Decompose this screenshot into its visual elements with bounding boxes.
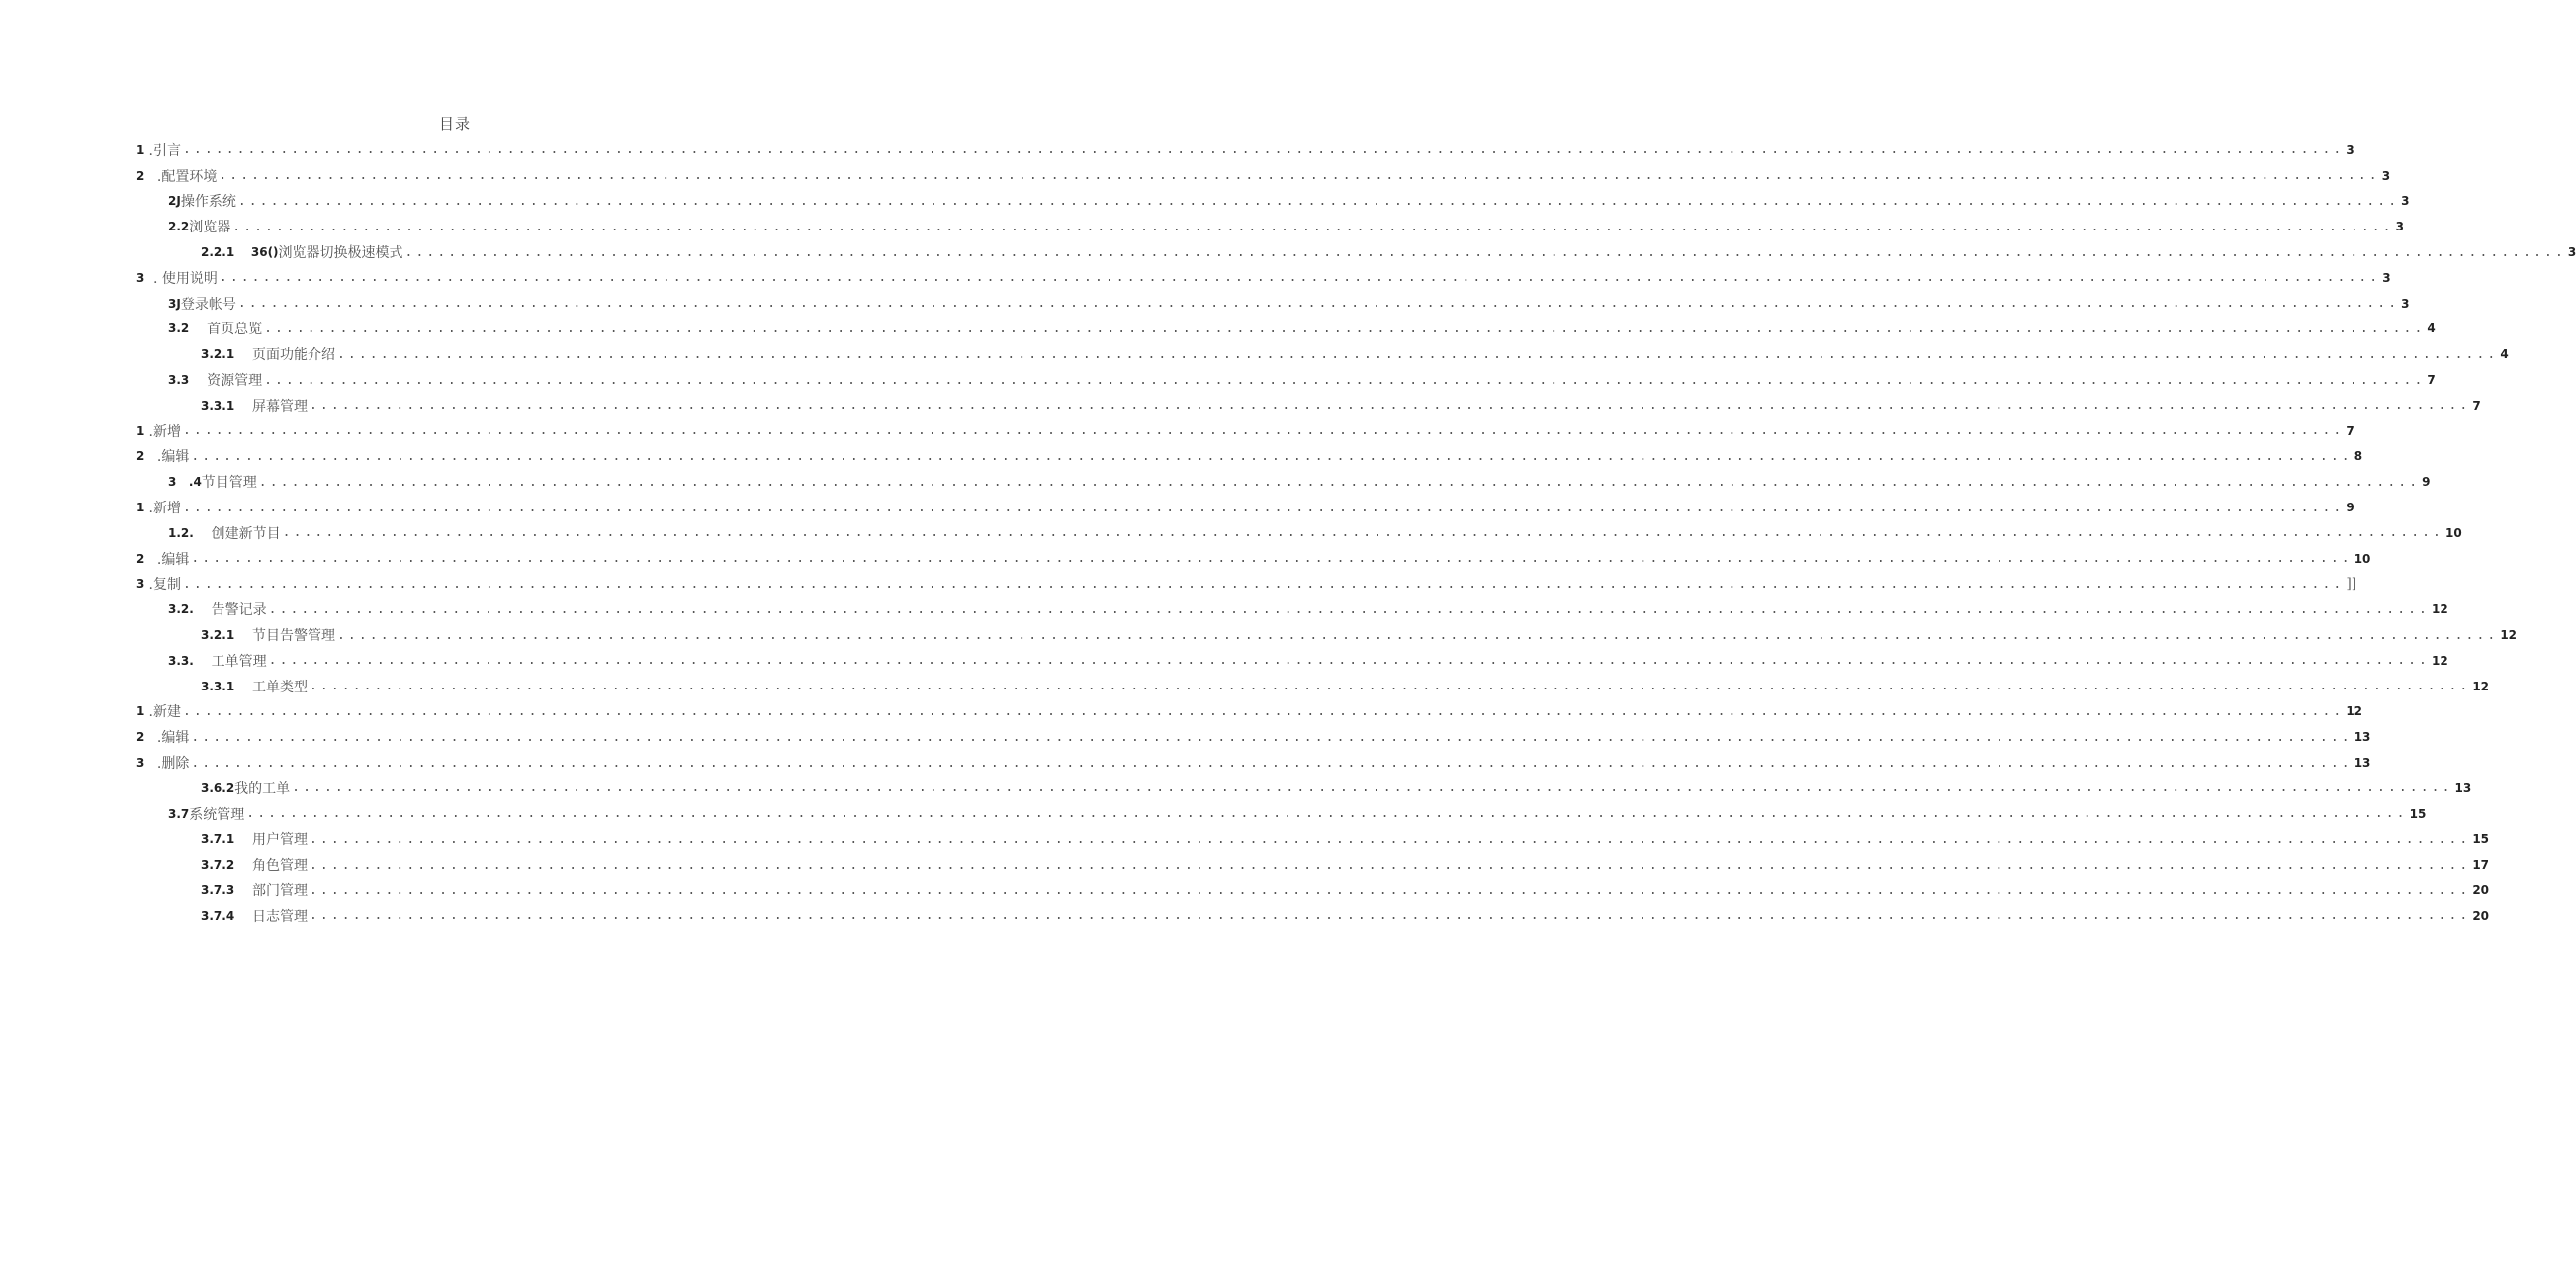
toc-leader-dots: ........................................................................................................................................................................................................: [258, 474, 2421, 490]
toc-entry-title: 登录帐号: [180, 296, 236, 313]
toc-entry-title: 操作系统: [180, 194, 236, 211]
toc-entry-page: 13: [2454, 781, 2472, 795]
toc-entry[interactable]: [0, 622, 2518, 648]
toc-leader-dots: ........................................................................................................................................................................................................: [309, 679, 2471, 694]
toc-entry-number: 3: [136, 270, 149, 285]
toc-entry-title: 工单管理: [193, 653, 267, 670]
toc-entry[interactable]: [0, 546, 2371, 572]
toc-entry-page: 13: [2354, 756, 2371, 771]
toc-entry-title: .复制: [148, 577, 181, 594]
toc-entry-page: 12: [2431, 602, 2448, 617]
toc-entry-page: ]]: [2346, 576, 2357, 593]
toc-leader-dots: ........................................................................................................................................................................................................: [309, 857, 2471, 873]
toc-leader-dots: ........................................................................................................................................................................................................: [237, 193, 2400, 209]
toc-entry-title: 页面功能介绍: [234, 347, 335, 364]
toc-entry-title: . 使用说明: [148, 270, 218, 287]
toc-entry-title: 浏览器切换极速模式: [278, 245, 403, 262]
toc-leader-dots: ........................................................................................................................................................................................................: [182, 703, 2345, 719]
toc-entry-number: 1: [136, 704, 149, 719]
toc-leader-dots: ........................................................................................................................................................................................................: [404, 244, 2566, 260]
toc-entry-title: 日志管理: [234, 908, 308, 925]
toc-entry-page: 20: [2472, 883, 2490, 897]
toc-leader-dots: ........................................................................................................................................................................................................: [182, 500, 2345, 515]
toc-entry-page: 3: [2395, 220, 2404, 234]
toc-leader-dots: ........................................................................................................................................................................................................: [309, 908, 2471, 924]
toc-leader-dots: ........................................................................................................................................................................................................: [309, 398, 2471, 414]
toc-leader-dots: ........................................................................................................................................................................................................: [336, 346, 2499, 362]
toc-leader-dots: ........................................................................................................................................................................................................: [182, 142, 2345, 158]
toc-entry[interactable]: [0, 469, 2431, 495]
toc-entry-number: 3.3: [168, 373, 190, 388]
toc-leader-dots: ........................................................................................................................................................................................................: [191, 551, 2353, 567]
toc-entry-number: 3.2.: [168, 602, 194, 617]
toc-entry-page: 12: [2431, 653, 2448, 668]
toc-entry-title: 系统管理: [189, 806, 245, 823]
toc-entry-number: 1: [136, 423, 149, 438]
toc-entry[interactable]: [0, 367, 2436, 393]
toc-entry-page: 3: [2381, 168, 2391, 183]
toc-entry-number: 3.2: [168, 322, 190, 336]
toc-leader-dots: ........................................................................................................................................................................................................: [268, 653, 2430, 669]
toc-entry-title: .编辑: [156, 449, 190, 466]
toc-entry-number: 3: [136, 577, 149, 592]
toc-entry-number: 3.7.4: [201, 908, 235, 923]
toc-entry-page: 7: [2427, 373, 2436, 388]
toc-entry-page: 4: [2427, 322, 2436, 336]
toc-entry-page: 9: [2422, 475, 2431, 490]
toc-entry-title: .配置环境: [156, 168, 218, 185]
toc-entry-number: 3.2.1: [201, 347, 235, 362]
toc-entry[interactable]: [0, 852, 2490, 877]
toc-entry[interactable]: [0, 724, 2371, 750]
toc-leader-dots: ........................................................................................................................................................................................................: [191, 729, 2353, 745]
toc-entry[interactable]: [0, 239, 2576, 265]
toc-leader-dots: ........................................................................................................................................................................................................: [292, 781, 2453, 796]
toc-entry-title: .编辑: [156, 551, 190, 568]
toc-entry-page: 10: [2444, 525, 2462, 540]
toc-entry[interactable]: [0, 648, 2448, 674]
toc-entry[interactable]: [0, 776, 2472, 801]
toc-entry-number: 2J: [168, 194, 181, 209]
toc-entry-page: 7: [2346, 423, 2354, 438]
toc-entry-number: 3.7.2: [201, 858, 235, 873]
toc-entry-title: 资源管理: [189, 373, 263, 390]
toc-entry[interactable]: [0, 189, 2410, 215]
toc-entry-number: 3.6.2: [201, 781, 235, 795]
toc-entry-number: 2: [136, 551, 157, 566]
toc-entry[interactable]: [0, 495, 2354, 520]
toc-entry-page: 10: [2354, 551, 2371, 566]
toc-entry[interactable]: [0, 138, 2354, 163]
toc-entry[interactable]: [0, 444, 2363, 470]
toc-entry-page: 12: [2472, 679, 2490, 693]
toc-entry[interactable]: [0, 699, 2363, 725]
toc-entry-number: 1: [136, 142, 149, 157]
toc-entry-number: 3 .4: [168, 475, 202, 490]
toc-entry-title: 部门管理: [234, 883, 308, 899]
toc-entry-title: .新建: [148, 704, 181, 721]
toc-leader-dots: ........................................................................................................................................................................................................: [246, 806, 2408, 822]
toc-entry-number: 3.3.: [168, 653, 194, 668]
toc-entry-title: 角色管理: [234, 858, 308, 874]
toc-entry[interactable]: [0, 903, 2490, 929]
toc-leader-dots: ........................................................................................................................................................................................................: [219, 270, 2381, 286]
toc-entry[interactable]: [0, 393, 2481, 418]
toc-entry-title: .新增: [148, 501, 181, 517]
toc-entry-page: 3: [2382, 270, 2391, 285]
toc-entry-number: 2.2.1 36(): [201, 245, 279, 260]
toc-leader-dots: ........................................................................................................................................................................................................: [264, 372, 2426, 388]
toc-entry[interactable]: [0, 801, 2427, 827]
toc-leader-dots: ........................................................................................................................................................................................................: [282, 525, 2443, 541]
toc-leader-dots: ........................................................................................................................................................................................................: [191, 755, 2353, 771]
toc-entry-title: 首页总览: [189, 322, 263, 338]
toc-entry-number: 2: [136, 449, 157, 464]
toc-entry-title: 我的工单: [234, 781, 291, 797]
toc-entry[interactable]: [0, 291, 2410, 317]
toc-entry[interactable]: [0, 877, 2490, 903]
toc-entry-page: 3: [2401, 296, 2410, 311]
toc-entry-title: 创建新节目: [193, 525, 281, 542]
toc-entry-number: 3.3.1: [201, 398, 235, 413]
toc-leader-dots: ........................................................................................................................................................................................................: [309, 882, 2471, 898]
toc-entry[interactable]: [0, 265, 2391, 291]
toc-entry-page: 3: [2401, 194, 2410, 209]
toc-list: [0, 138, 2576, 929]
toc-entry-page: 12: [2500, 628, 2518, 643]
toc-leader-dots: ........................................................................................................................................................................................................: [182, 576, 2345, 592]
toc-entry-page: 12: [2346, 704, 2363, 719]
toc-entry[interactable]: [0, 750, 2371, 776]
toc-entry[interactable]: [0, 317, 2436, 342]
toc-entry-page: 17: [2472, 858, 2490, 873]
toc-entry-page: 4: [2500, 347, 2509, 362]
toc-entry-page: 8: [2354, 449, 2363, 464]
toc-entry-number: 3J: [168, 296, 181, 311]
toc-entry-page: 9: [2346, 501, 2354, 515]
toc-entry-page: 20: [2472, 908, 2490, 923]
toc-entry[interactable]: [0, 214, 2404, 239]
toc-title: 目录: [438, 115, 471, 133]
toc-entry-number: 3.3.1: [201, 679, 235, 693]
toc-entry-page: 3: [2346, 142, 2354, 157]
toc-entry-title: .编辑: [156, 730, 190, 747]
toc-entry-number: 1: [136, 501, 149, 515]
toc-entry-number: 3.7: [168, 806, 190, 821]
toc-leader-dots: ........................................................................................................................................................................................................: [191, 448, 2353, 464]
toc-entry-page: 3: [2567, 245, 2576, 260]
toc-entry-title: 工单类型: [234, 679, 308, 695]
toc-leader-dots: ........................................................................................................................................................................................................: [232, 219, 2394, 234]
toc-entry[interactable]: [0, 674, 2490, 699]
toc-leader-dots: ........................................................................................................................................................................................................: [268, 601, 2430, 617]
toc-entry-page: 7: [2472, 398, 2481, 413]
toc-entry-title: 屏幕管理: [234, 398, 308, 414]
toc-leader-dots: ........................................................................................................................................................................................................: [237, 296, 2400, 312]
toc-entry[interactable]: [0, 597, 2448, 622]
toc-entry[interactable]: [0, 341, 2509, 367]
toc-entry-number: 2: [136, 168, 157, 183]
toc-entry-number: 3.7.3: [201, 883, 235, 897]
toc-entry-title: .删除: [156, 756, 190, 773]
toc-entry-number: 1.2.: [168, 525, 194, 540]
toc-entry-title: 节目告警管理: [234, 628, 335, 645]
toc-entry[interactable]: [0, 418, 2354, 444]
toc-entry-number: 3: [136, 756, 157, 771]
toc-entry-title: .新增: [148, 423, 181, 440]
toc-entry-number: 3.7.1: [201, 832, 235, 847]
toc-entry-number: 2.2: [168, 220, 190, 234]
toc-entry[interactable]: [0, 520, 2462, 546]
toc-entry-page: 15: [2409, 806, 2427, 821]
toc-entry-title: 浏览器: [189, 220, 231, 236]
toc-entry[interactable]: [0, 572, 2357, 598]
toc-entry[interactable]: [0, 827, 2490, 853]
toc-entry-title: 用户管理: [234, 832, 308, 849]
toc-entry[interactable]: [0, 163, 2391, 189]
toc-leader-dots: ........................................................................................................................................................................................................: [219, 168, 2380, 184]
toc-leader-dots: ........................................................................................................................................................................................................: [309, 831, 2471, 847]
toc-entry-page: 13: [2354, 730, 2371, 745]
toc-entry-number: 3.2.1: [201, 628, 235, 643]
toc-leader-dots: ........................................................................................................................................................................................................: [264, 321, 2426, 336]
toc-entry-number: 2: [136, 730, 157, 745]
toc-leader-dots: ........................................................................................................................................................................................................: [336, 627, 2499, 643]
toc-entry-page: 15: [2472, 832, 2490, 847]
toc-leader-dots: ........................................................................................................................................................................................................: [182, 423, 2345, 439]
toc-entry-title: 告警记录: [193, 602, 267, 619]
toc-entry-title: .引言: [148, 142, 181, 159]
toc-entry-title: 节目管理: [201, 475, 257, 492]
